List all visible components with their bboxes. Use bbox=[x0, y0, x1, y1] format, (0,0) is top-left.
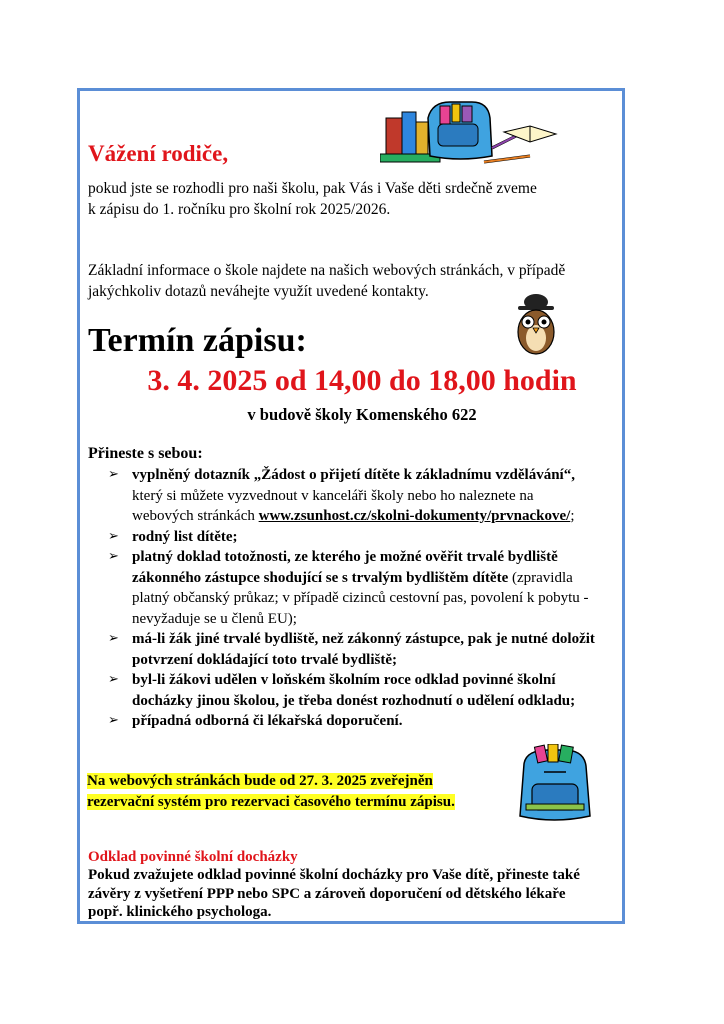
list-item: ➢ má-li žák jiné trvalé bydliště, než zákonný zástupce, pak je nutné doložit potvrzení dokládající toto trvalé bydliště; bbox=[108, 631, 595, 668]
notice-line-1: Na webových stránkách bude od 27. 3. 2025 zveřejněn bbox=[87, 773, 433, 789]
backpack-illustration bbox=[508, 744, 600, 826]
owl-with-hat-illustration bbox=[510, 292, 562, 356]
term-heading: Termín zápisu: bbox=[88, 322, 307, 359]
arrow-bullet-icon: ➢ bbox=[108, 467, 119, 482]
arrow-bullet-icon: ➢ bbox=[108, 672, 119, 687]
bring-list bbox=[104, 465, 604, 732]
arrow-bullet-icon: ➢ bbox=[108, 713, 119, 728]
notice-line-2: rezervační systém pro rezervaci časového termínu zápisu. bbox=[87, 794, 455, 810]
school-supplies-illustration bbox=[380, 98, 560, 168]
deferral-text: Pokud zvažujete odklad povinné školní docházky pro Vaše dítě, přineste také závěry z vyšetření PPP nebo SPC a zároveň doporučení od dětského lékaře popř. klinického psychologa. bbox=[88, 867, 580, 920]
arrow-bullet-icon: ➢ bbox=[108, 631, 119, 646]
info-line-1: Základní informace o škole najdete na našich webových stránkách, v případě bbox=[88, 262, 566, 279]
reservation-notice bbox=[87, 771, 455, 813]
documents-link[interactable]: www.zsunhost.cz/skolni-dokumenty/prvnackove/ bbox=[258, 508, 571, 524]
list-item: ➢ vyplněný dotazník „Žádost o přijetí dítěte k základnímu vzdělávání“, který si můžete vyzvednout v kanceláři školy nebo ho naleznete na webových stránkách www.zsunhost.cz/skolni-dokumenty/prvnackove/; bbox=[108, 467, 575, 524]
bring-heading: Přineste s sebou: bbox=[88, 445, 203, 462]
arrow-bullet-icon: ➢ bbox=[108, 528, 119, 544]
intro-line-1: pokud jste se rozhodli pro naši školu, pak Vás i Vaše děti srdečně zveme bbox=[88, 180, 537, 197]
deferral-heading: Odklad povinné školní docházky bbox=[88, 849, 298, 865]
list-item: ➢ rodný list dítěte; bbox=[104, 527, 604, 548]
list-item: ➢ platný doklad totožnosti, ze kterého je možné ověřit trvalé bydliště zákonného zástupce shodující se s trvalým bydlištěm dítěte (zpravidla platný občanský průkaz; v případě cizinců cestovní pas, povolení k pobytu - nevyžaduje se u členů EU); bbox=[108, 549, 589, 627]
term-date: 3. 4. 2025 od 14,00 do 18,00 hodin bbox=[147, 364, 577, 397]
arrow-bullet-icon: ➢ bbox=[108, 549, 119, 564]
intro-paragraph bbox=[88, 178, 537, 220]
list-item: ➢ případná odborná či lékařská doporučení. bbox=[104, 711, 604, 732]
list-item: ➢ byl-li žákovi udělen v loňském školním roce odklad povinné školní docházky jinou školou, je třeba donést rozhodnutí o udělení odkladu; bbox=[108, 672, 576, 709]
intro-line-2: k zápisu do 1. ročníku pro školní rok 2025/2026. bbox=[88, 201, 391, 218]
info-line-2: jakýchkoliv dotazů neváhejte využít uvedené kontakty. bbox=[88, 283, 429, 300]
greeting-heading: Vážení rodiče, bbox=[88, 141, 229, 166]
term-place: v budově školy Komenského 622 bbox=[247, 405, 477, 424]
info-paragraph bbox=[88, 260, 565, 302]
